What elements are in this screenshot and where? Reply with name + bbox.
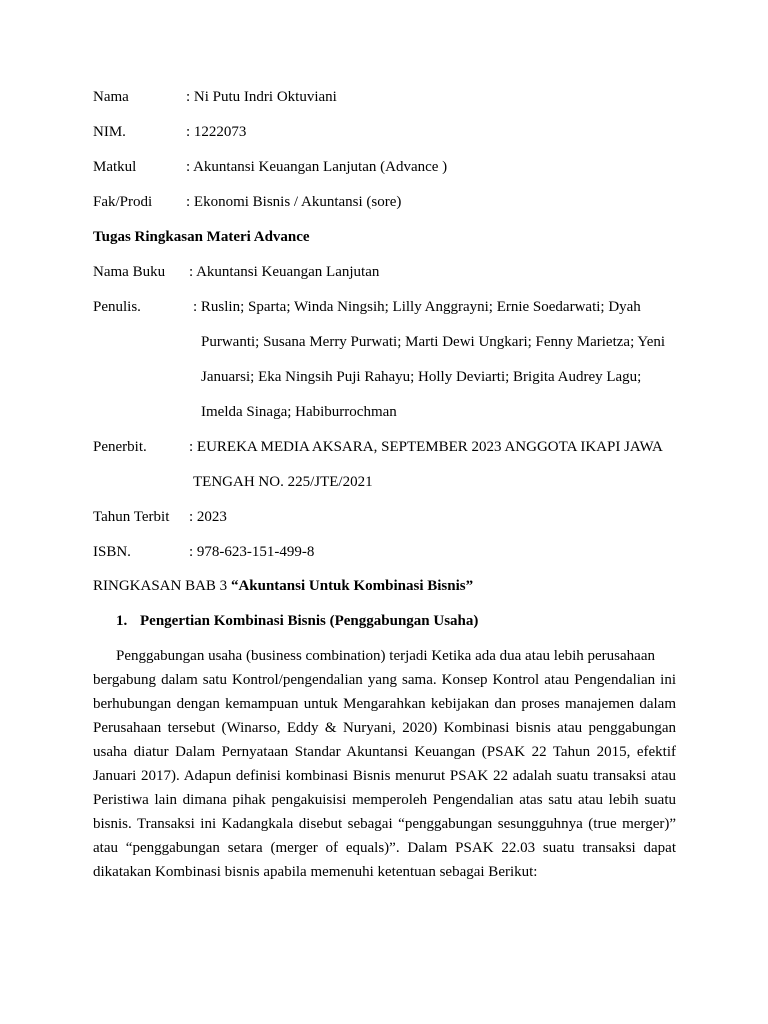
chapter-heading-prefix: RINGKASAN BAB 3 <box>93 578 231 594</box>
paragraph-line: atau “penggabungan setara (merger of equals)”. Dalam PSAK 22.03 suatu transaksi dapat <box>93 840 676 856</box>
task-title: Tugas Ringkasan Materi Advance <box>93 229 310 245</box>
chapter-heading-title: “Akuntansi Untuk Kombinasi Bisnis” <box>230 578 474 594</box>
paragraph-line: Penggabungan usaha (business combination) terjadi Ketika ada dua atau lebih perusahaan <box>116 648 655 664</box>
nama-buku-label: Nama Buku <box>93 264 166 280</box>
tahun-terbit-value: : 2023 <box>189 509 227 525</box>
paragraph-line: Januari 2017). Adapun definisi kombinasi Bisnis menurut PSAK 22 adalah suatu transaksi atau <box>93 768 676 784</box>
penulis-line: Purwanti; Susana Merry Purwati; Marti Dewi Ungkari; Fenny Marietza; Yeni <box>201 334 666 350</box>
nama-label: Nama <box>93 89 129 105</box>
paragraph-line: bergabung dalam satu Kontrol/pengendalian yang sama. Konsep Kontrol atau Pengendalian ini <box>93 672 676 688</box>
fak-prodi-value: : Ekonomi Bisnis / Akuntansi (sore) <box>186 194 402 210</box>
penulis-label: Penulis. <box>93 299 141 315</box>
nim-value: : 1222073 <box>186 124 247 140</box>
section-title: Pengertian Kombinasi Bisnis (Penggabungan Usaha) <box>140 613 479 629</box>
paragraph-line: Perusahaan tersebut (Winarso, Eddy & Nuryani, 2020) Kombinasi bisnis atau penggabungan <box>93 720 676 736</box>
penulis-line: : Ruslin; Sparta; Winda Ningsih; Lilly Anggrayni; Ernie Soedarwati; Dyah <box>193 299 641 315</box>
penerbit-line: : EUREKA MEDIA AKSARA, SEPTEMBER 2023 ANGGOTA IKAPI JAWA <box>189 439 663 455</box>
isbn-value: : 978-623-151-499-8 <box>189 544 315 560</box>
matkul-label: Matkul <box>93 159 137 175</box>
paragraph-line: berhubungan dengan kemampuan untuk Mengarahkan kebijakan dan proses manajemen dalam <box>93 696 676 712</box>
penerbit-line: TENGAH NO. 225/JTE/2021 <box>193 474 373 490</box>
fak-prodi-label: Fak/Prodi <box>93 194 153 210</box>
nim-label: NIM. <box>93 124 126 140</box>
paragraph-line: dikatakan Kombinasi bisnis apabila memenuhi ketentuan sebagai Berikut: <box>93 864 538 880</box>
isbn-label: ISBN. <box>93 544 131 560</box>
nama-buku-value: : Akuntansi Keuangan Lanjutan <box>189 264 380 280</box>
penulis-line: Januarsi; Eka Ningsih Puji Rahayu; Holly Deviarti; Brigita Audrey Lagu; <box>201 369 642 385</box>
paragraph-line: usaha diatur Dalam Pernyataan Standar Akuntansi Keuangan (PSAK 22 Tahun 2015, efektif <box>93 744 676 760</box>
chapter-heading <box>93 577 473 595</box>
paragraph-line: bisnis. Transaksi ini Kadangkala disebut sebagai “penggabungan sesungguhnya (true merger)” <box>93 816 676 832</box>
nama-value: : Ni Putu Indri Oktuviani <box>186 89 337 105</box>
paragraph-line: Peristiwa lain dimana pihak pengakuisisi memperoleh Pengendalian atas satu atau lebih suatu <box>93 792 676 808</box>
tahun-terbit-label: Tahun Terbit <box>93 509 170 525</box>
penulis-line: Imelda Sinaga; Habiburrochman <box>201 404 397 420</box>
matkul-value: : Akuntansi Keuangan Lanjutan (Advance ) <box>186 159 448 175</box>
section-number: 1. <box>116 613 128 629</box>
penerbit-label: Penerbit. <box>93 439 147 455</box>
